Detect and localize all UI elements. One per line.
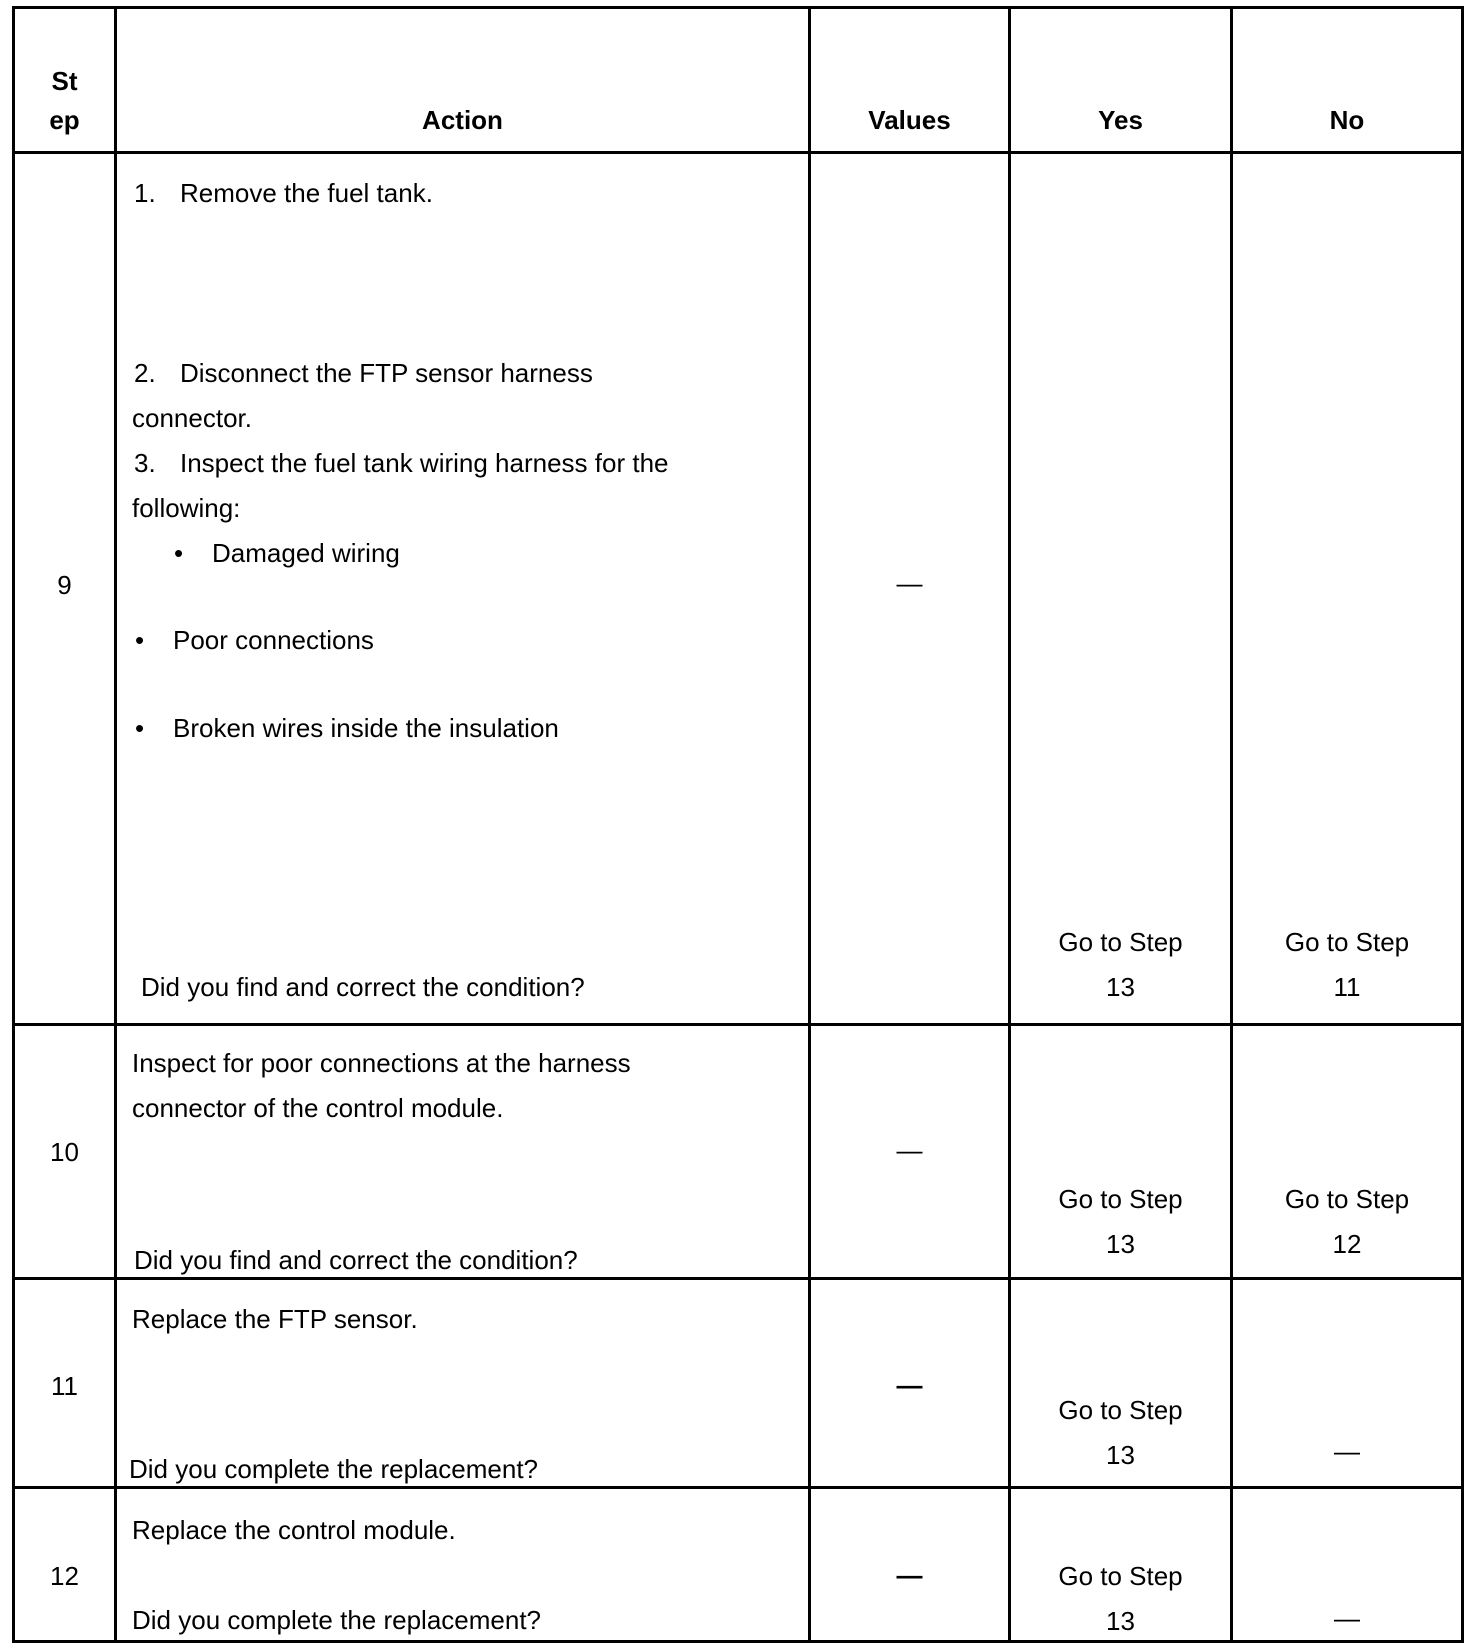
action-step-text: Remove the fuel tank.	[180, 178, 433, 208]
row-divider	[12, 1023, 1464, 1026]
table-border-bottom	[12, 1640, 1464, 1643]
yes-cell-line2: 13	[1106, 1606, 1135, 1636]
action-step-text: following:	[132, 493, 241, 523]
step-number: 10	[50, 1137, 79, 1167]
header-no: No	[1329, 105, 1365, 135]
values-cell: —	[896, 1560, 923, 1590]
no-cell-line2: 11	[1333, 972, 1361, 1002]
bullet-glyph: •	[174, 538, 184, 568]
action-step-text: Inspect the fuel tank wiring harness for the	[180, 448, 669, 478]
values-cell: —	[896, 1370, 923, 1400]
step-number: 9	[57, 570, 72, 600]
list-number: 1.	[134, 178, 156, 208]
troubleshooting-table	[12, 6, 1464, 1643]
yes-cell-line1: Go to Step	[1058, 1184, 1183, 1214]
yes-cell-line1: Go to Step	[1058, 1395, 1183, 1425]
table-border-top	[12, 6, 1464, 9]
bullet-text: Poor connections	[173, 625, 374, 655]
yes-cell-line2: 13	[1106, 1229, 1135, 1259]
action-step-text: Inspect for poor connections at the harness	[132, 1048, 631, 1078]
action-step-text: connector.	[132, 403, 252, 433]
no-cell-line1: Go to Step	[1284, 927, 1410, 957]
header-step-line2: ep	[49, 105, 80, 135]
yes-cell-line1: Go to Step	[1058, 1561, 1183, 1591]
header-yes: Yes	[1098, 105, 1143, 135]
header-divider	[12, 151, 1464, 154]
bullet-glyph: •	[135, 713, 145, 743]
no-cell: —	[1334, 1603, 1360, 1633]
action-question: Did you complete the replacement?	[132, 1605, 542, 1635]
no-cell-line2: 12	[1332, 1229, 1362, 1259]
step-number: 12	[50, 1561, 79, 1591]
action-step-text: connector of the control module.	[132, 1093, 504, 1123]
bullet-text: Broken wires inside the insulation	[173, 713, 559, 743]
action-step-text: Disconnect the FTP sensor harness	[180, 358, 593, 388]
header-action: Action	[422, 105, 503, 135]
header-values: Values	[868, 105, 951, 135]
yes-cell-line2: 13	[1106, 972, 1135, 1002]
no-cell-line1: Go to Step	[1284, 1184, 1410, 1214]
values-cell: —	[896, 1135, 923, 1165]
header-step-line1: St	[51, 66, 78, 96]
action-step-text: Replace the control module.	[132, 1515, 456, 1545]
action-step-text: Replace the FTP sensor.	[132, 1304, 418, 1334]
row-divider	[12, 1486, 1464, 1489]
action-question: Did you find and correct the condition?	[134, 1245, 578, 1275]
bullet-glyph: •	[135, 625, 145, 655]
bullet-text: Damaged wiring	[212, 538, 400, 568]
column-divider	[114, 6, 117, 1643]
yes-cell-line2: 13	[1106, 1440, 1135, 1470]
action-question: Did you complete the replacement?	[129, 1454, 539, 1484]
yes-cell-line1: Go to Step	[1058, 927, 1183, 957]
list-number: 2.	[134, 358, 156, 388]
column-divider	[1230, 6, 1233, 1643]
table-border-right	[1461, 6, 1464, 1643]
action-question: Did you find and correct the condition?	[141, 972, 585, 1002]
values-cell: —	[896, 568, 923, 598]
list-number: 3.	[134, 448, 156, 478]
no-cell: —	[1334, 1436, 1360, 1466]
step-number: 11	[51, 1371, 78, 1401]
row-divider	[12, 1277, 1464, 1280]
